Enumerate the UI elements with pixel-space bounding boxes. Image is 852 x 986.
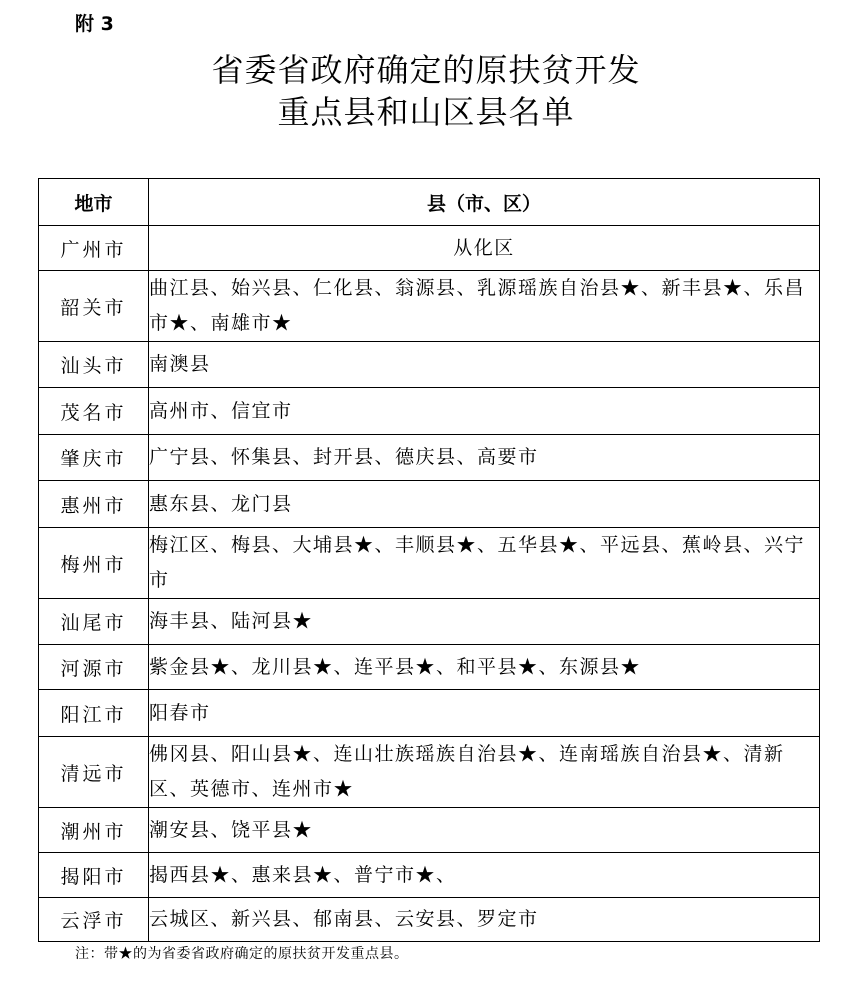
- document-title-line-1: 省委省政府确定的原扶贫开发: [211, 51, 641, 89]
- city-cell: 广州市: [39, 226, 149, 271]
- city-cell: 梅州市: [39, 528, 149, 599]
- table-header-row: [39, 179, 820, 226]
- counties-cell: 曲江县、始兴县、仁化县、翁源县、乳源瑶族自治县★、新丰县★、乐昌市★、南雄市★: [149, 271, 820, 342]
- column-header-counties: 县（市、区）: [149, 179, 820, 226]
- city-cell: 揭阳市: [39, 853, 149, 898]
- counties-cell: 从化区: [149, 226, 820, 271]
- footnote: 注：带★的为省委省政府确定的原扶贫开发重点县。: [75, 946, 409, 962]
- city-cell: 阳江市: [39, 690, 149, 737]
- counties-cell: 揭西县★、惠来县★、普宁市★、: [149, 853, 820, 898]
- table-row: [39, 898, 820, 942]
- table-row: [39, 342, 820, 388]
- counties-cell: 阳春市: [149, 690, 820, 737]
- city-cell: 汕头市: [39, 342, 149, 388]
- counties-cell: 云城区、新兴县、郁南县、云安县、罗定市: [149, 898, 820, 942]
- counties-cell: 紫金县★、龙川县★、连平县★、和平县★、东源县★: [149, 645, 820, 690]
- city-cell: 惠州市: [39, 481, 149, 528]
- table-row: [39, 226, 820, 271]
- city-cell: 潮州市: [39, 808, 149, 853]
- city-cell: 汕尾市: [39, 599, 149, 645]
- table-row: [39, 808, 820, 853]
- table-row: [39, 528, 820, 599]
- city-cell: 河源市: [39, 645, 149, 690]
- city-cell: 茂名市: [39, 388, 149, 435]
- city-cell: 云浮市: [39, 898, 149, 942]
- county-list-table: [38, 178, 820, 942]
- city-cell: 清远市: [39, 737, 149, 808]
- counties-cell: 高州市、信宜市: [149, 388, 820, 435]
- counties-cell: 佛冈县、阳山县★、连山壮族瑶族自治县★、连南瑶族自治县★、清新区、英德市、连州市★: [149, 737, 820, 808]
- counties-cell: 潮安县、饶平县★: [149, 808, 820, 853]
- table-row: [39, 388, 820, 435]
- table-row: [39, 599, 820, 645]
- counties-cell: 梅江区、梅县、大埔县★、丰顺县★、五华县★、平远县、蕉岭县、兴宁市: [149, 528, 820, 599]
- table-row: [39, 481, 820, 528]
- table-row: [39, 853, 820, 898]
- table-row: [39, 690, 820, 737]
- counties-cell: 惠东县、龙门县: [149, 481, 820, 528]
- table-row: [39, 645, 820, 690]
- city-cell: 肇庆市: [39, 435, 149, 481]
- counties-cell: 南澳县: [149, 342, 820, 388]
- table-row: [39, 271, 820, 342]
- counties-cell: 广宁县、怀集县、封开县、德庆县、高要市: [149, 435, 820, 481]
- table-row: [39, 737, 820, 808]
- document-title-line-2: 重点县和山区县名单: [277, 93, 575, 131]
- attachment-label: 附 3: [75, 13, 114, 35]
- city-cell: 韶关市: [39, 271, 149, 342]
- counties-cell: 海丰县、陆河县★: [149, 599, 820, 645]
- column-header-city: 地市: [39, 179, 149, 226]
- table-row: [39, 435, 820, 481]
